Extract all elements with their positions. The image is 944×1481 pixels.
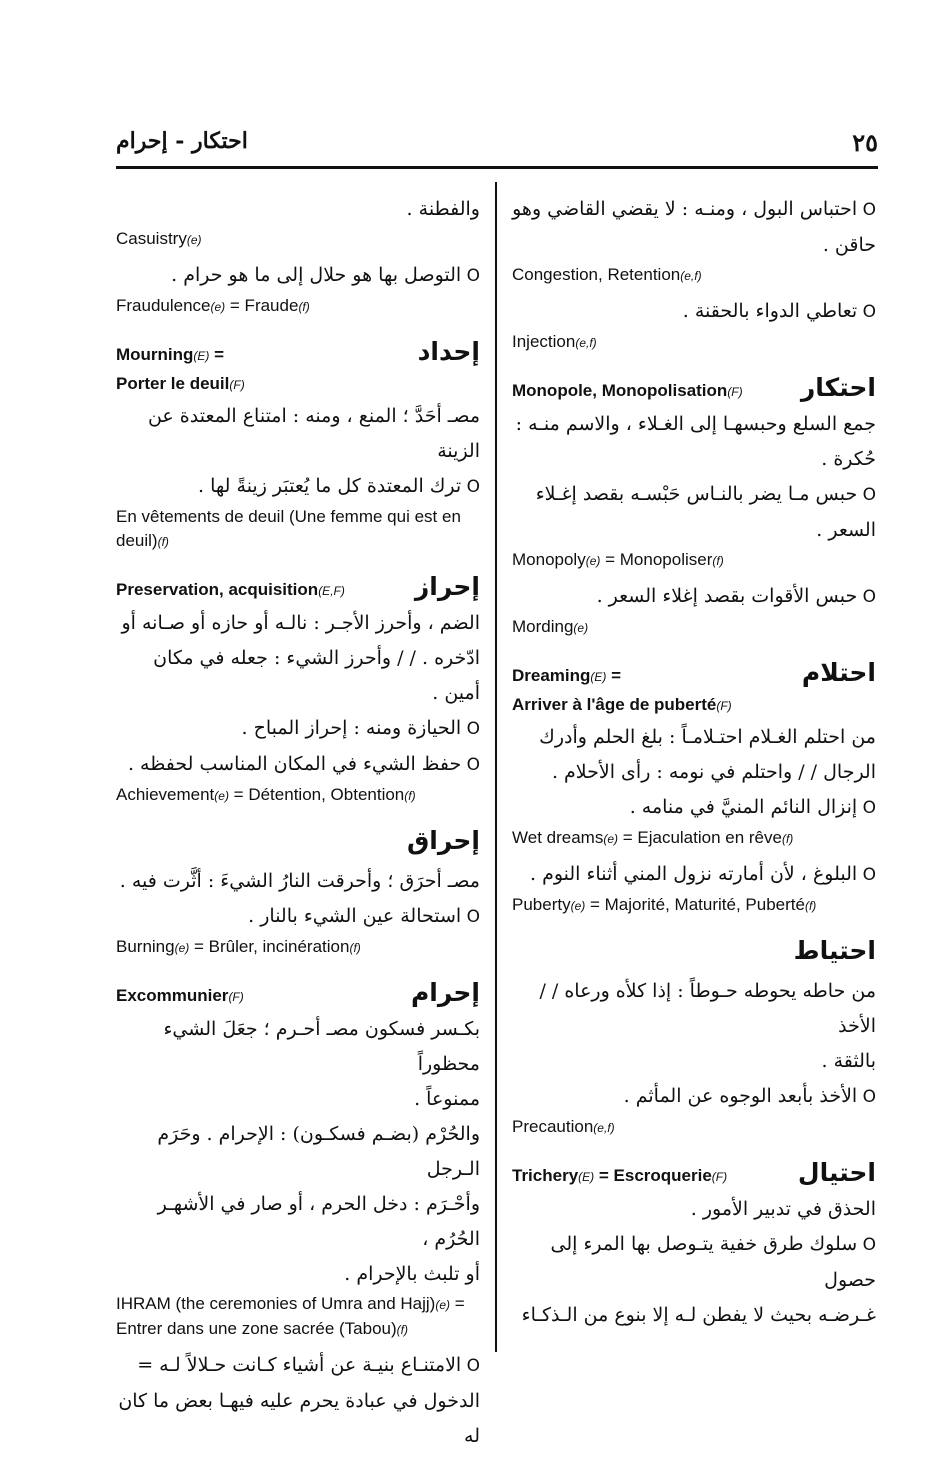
bullet-icon: O <box>857 587 876 607</box>
bullet-icon: O <box>461 907 480 927</box>
definition: من حاطه يحوطه حـوطاً : إذا كلأه ورعاه / / الأخذ <box>539 980 876 1037</box>
bullet-icon: O <box>857 865 876 885</box>
bullet-icon: O <box>461 1356 480 1376</box>
entry-ihram <box>116 978 480 1454</box>
entry-ihraq <box>116 826 480 960</box>
definition: جمع السلع وحبسهـا إلى الغـلاء ، والاسم منـه : <box>515 413 876 435</box>
definition-line: غـرضـه بحيث لا يفطن لـه إلا بنوع من الـذكـاء <box>521 1304 876 1326</box>
translation: En vêtements de deuil (Une femme qui est en deuil)(f) <box>116 507 461 550</box>
bullet-icon: O <box>461 719 480 739</box>
left-column <box>116 192 480 1454</box>
definition: بكـسر فسكون مصـ أحـرم ؛ جعَلَ الشيء محظوراً <box>163 1018 480 1075</box>
headword: احتيال <box>797 1158 876 1187</box>
definition-line: ممنوعاً . <box>414 1088 480 1110</box>
definition: O تعاطي الدواء بالحقنة . <box>682 300 876 322</box>
definition: O احتباس البول ، ومنـه : لا يقضي القاضي وهو <box>512 198 876 220</box>
headword-equivalent: Preservation, acquisition(E,F) <box>116 580 345 599</box>
definition: مصـ أحَدَّ ؛ المنع ، ومنه : امتناع المعتدة عن الزينة <box>147 405 480 462</box>
entry-ihtikar <box>512 373 876 640</box>
headword-equivalent: Trichery(E) = Escroquerie(F) <box>512 1166 728 1185</box>
bullet-icon: O <box>461 266 480 286</box>
definition-line: حاقن . <box>822 234 876 256</box>
headword-equivalent: Monopole, Monopolisation(F) <box>512 381 743 400</box>
headword-equivalent: Dreaming(E) = Arriver à l'âge de puberté(F) <box>512 666 732 714</box>
translation: Injection(e,f) <box>512 332 597 351</box>
headword: احتياط <box>793 936 876 965</box>
definition: O إنزال النائم المنيَّ في منامه . <box>629 796 876 818</box>
bullet-icon: O <box>857 485 876 505</box>
column-divider <box>495 182 497 1352</box>
definition-line: أو تلبث بالإحرام . <box>344 1263 480 1285</box>
bullet-icon: O <box>461 477 480 497</box>
entry-ihraz <box>116 572 480 808</box>
bullet-icon: O <box>857 1087 876 1107</box>
definition: O الحيازة ومنه : إحراز المباح . <box>241 717 480 739</box>
translation: Burning(e) = Brûler, incinération(f) <box>116 937 361 956</box>
headword: إحراز <box>414 572 480 601</box>
definition-line: حُكرة . <box>821 448 876 470</box>
definition-line: السعر . <box>816 519 876 541</box>
translation: Precaution(e,f) <box>512 1117 615 1136</box>
definition: O الامتنـاع بنيـة عن أشياء كـانت حـلالاً لـه = <box>137 1354 480 1376</box>
headword-equivalent: Excommunier(F) <box>116 986 244 1005</box>
bullet-icon: O <box>857 798 876 818</box>
definition: O حبس الأقوات بقصد إغلاء السعر . <box>596 585 876 607</box>
definition-line: بالثقة . <box>821 1050 876 1072</box>
definition: O سلوك طرق خفية يتـوصل بها المرء إلى حصول <box>550 1233 876 1291</box>
translation: Monopoly(e) = Monopoliser(f) <box>512 550 724 569</box>
definition-line: الرجال / / واحتلم في نومه : رأى الأحلام . <box>551 761 876 783</box>
definition-line: وأحْـرَم : دخل الحرم ، أو صار في الأشهـر الحُرُم ، <box>157 1193 480 1250</box>
headword: إحراق <box>406 826 480 855</box>
page-number: ٢٥ <box>852 128 878 157</box>
definition-line: الدخول في عبادة يحرم عليه فيهـا بعض ما كان له <box>118 1390 480 1447</box>
definition: من احتلم الغـلام احتـلامـاً : بلغ الحلم وأدرك <box>539 726 876 748</box>
headword: إحداد <box>417 337 480 366</box>
definition-line: والفطنة . <box>406 198 480 220</box>
definition: O ترك المعتدة كل ما يُعتبَر زينةً لها . <box>198 475 480 497</box>
translation: Wet dreams(e) = Ejaculation en rêve(f) <box>512 828 794 847</box>
definition: O استحالة عين الشيء بالنار . <box>248 905 480 927</box>
bullet-icon: O <box>857 200 876 220</box>
definition: والحُرْم (بضـم فسكـون) : الإحرام . وحَرَم الـرجل <box>157 1123 480 1180</box>
bullet-icon: O <box>857 302 876 322</box>
headword: احتلام <box>801 658 876 687</box>
definition: O حبس مـا يضر بالنـاس حَبْسـه بقصد إغـلاء <box>535 483 876 505</box>
entry-ihtiyat <box>512 936 876 1140</box>
translation: Mording(e) <box>512 617 589 636</box>
entry-ihtiyal <box>512 1158 876 1333</box>
translation: Puberty(e) = Majorité, Maturité, Puberté(f) <box>512 895 817 914</box>
definition: O البلوغ ، لأن أمارته نزول المني أثناء النوم . <box>530 863 876 885</box>
translation: Casuistry(e) <box>116 229 202 248</box>
definition: الحذق في تدبير الأمور . <box>690 1198 876 1220</box>
translation: IHRAM (the ceremonies of Umra and Hajj)(e) = Entrer dans une zone sacrée (Tabou)(f) <box>116 1294 465 1338</box>
translation: Fraudulence(e) = Fraude(f) <box>116 296 310 315</box>
entry-continuation <box>512 192 876 355</box>
headword: احتكار <box>800 373 876 402</box>
translation: Achievement(e) = Détention, Obtention(f) <box>116 785 416 804</box>
translation: Congestion, Retention(e,f) <box>512 265 702 284</box>
definition: الضم ، وأحرز الأجـر : نالـه أو حازه أو صـانه أو <box>121 612 480 634</box>
definition-line: ادّخره . / / وأحرز الشيء : جعله في مكان أمين . <box>153 647 480 704</box>
entry-ihtilam <box>512 658 876 918</box>
page-header <box>116 122 878 169</box>
running-title: احتكار - إحرام <box>116 128 248 154</box>
definition: O التوصل بها هو حلال إلى ما هو حرام . <box>171 264 480 286</box>
bullet-icon: O <box>461 755 480 775</box>
definition: مصـ أحرَق ؛ وأحرقت النارُ الشيءَ : أثَّرت فيه . <box>119 870 480 892</box>
right-column <box>512 192 876 1333</box>
definition: O حفظ الشيء في المكان المناسب لحفظه . <box>127 753 480 775</box>
headword: إحرام <box>410 978 480 1007</box>
definition: O الأخذ بأبعد الوجوه عن المأثم . <box>623 1085 876 1107</box>
headword-equivalent: Mourning(E) = Porter le deuil(F) <box>116 345 245 393</box>
entry-continuation <box>116 192 480 319</box>
bullet-icon: O <box>857 1235 876 1255</box>
entry-ihdad <box>116 337 480 554</box>
